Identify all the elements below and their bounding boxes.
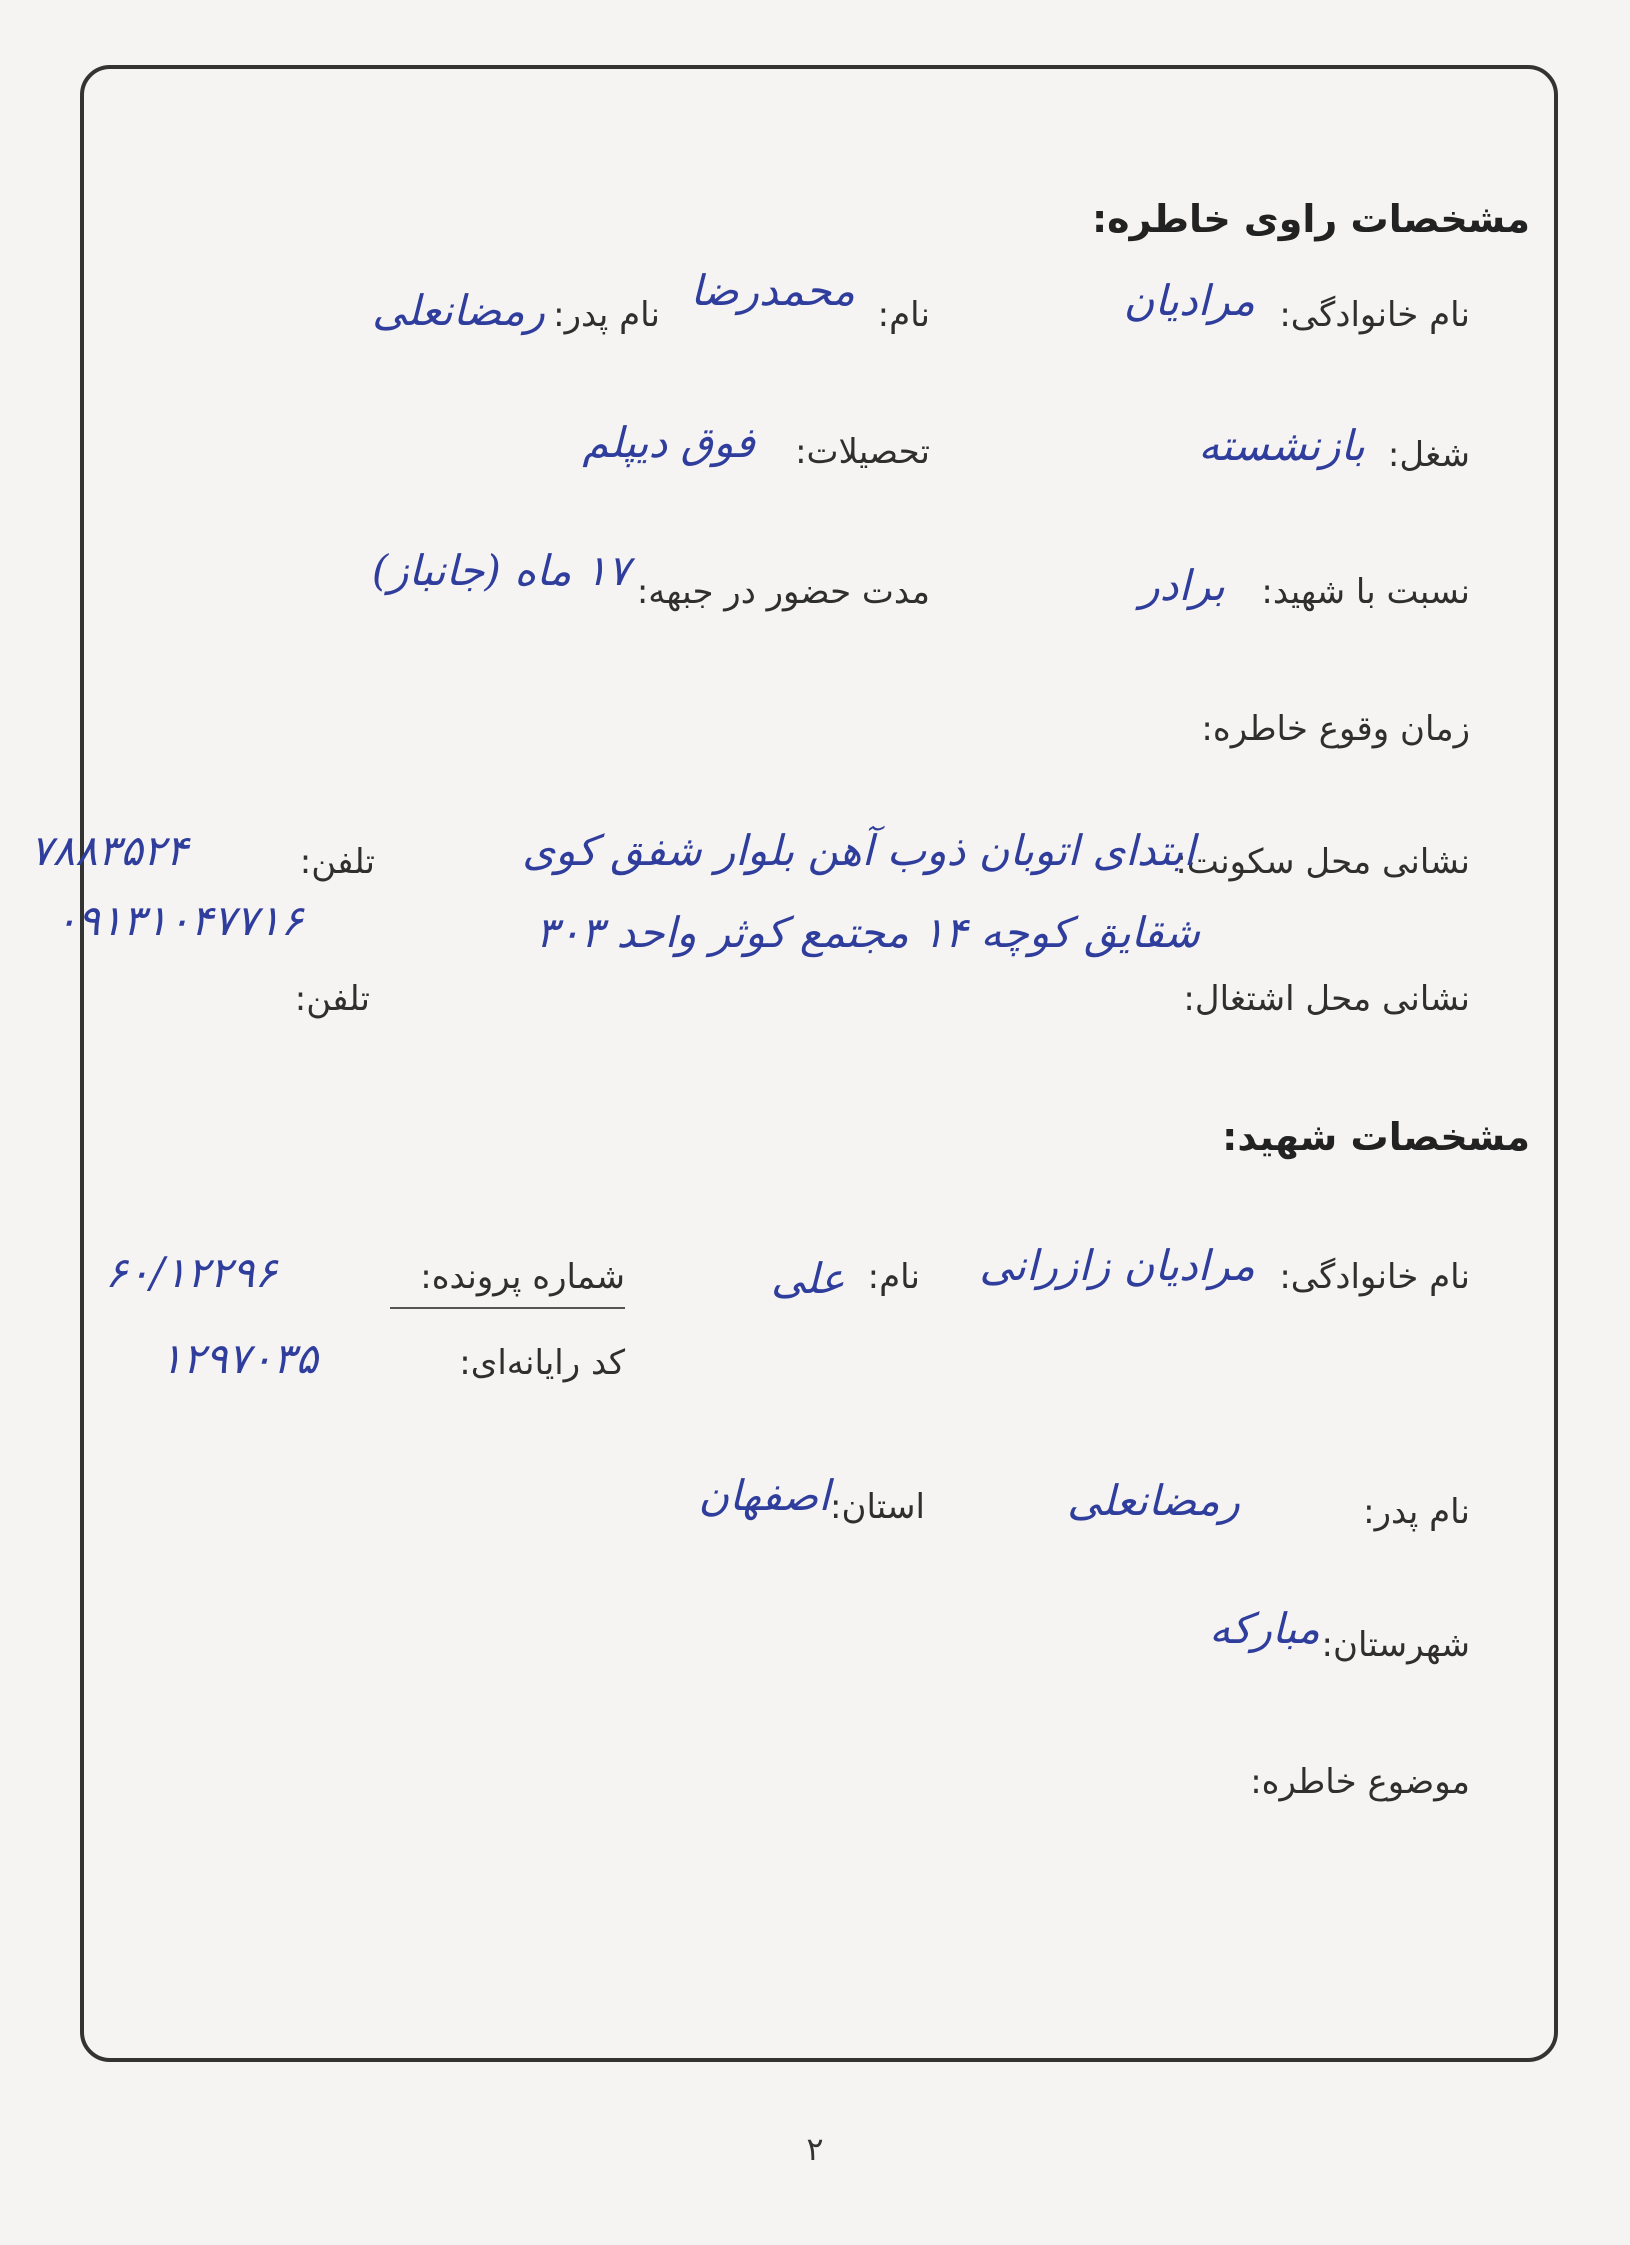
narrator-family-name-value: مرادیان — [1123, 276, 1255, 325]
martyr-file-number-value: ۶۰/۱۲۲۹۶ — [105, 1248, 278, 1297]
narrator-memory-time-label: زمان وقوع خاطره: — [1201, 709, 1470, 749]
narrator-work-phone-label: تلفن: — [294, 979, 370, 1019]
martyr-computer-code-label: کد رایانه‌ای: — [459, 1343, 625, 1383]
martyr-family-name-value: مرادیان زازرانی — [979, 1241, 1255, 1290]
martyr-memory-subject-label: موضوع خاطره: — [1250, 1762, 1470, 1802]
narrator-family-name-label: نام خانوادگی: — [1279, 295, 1470, 335]
martyr-family-name-label: نام خانوادگی: — [1279, 1257, 1470, 1297]
martyr-name-value: علی — [771, 1254, 845, 1303]
narrator-residence-label: نشانی محل سکونت: — [1175, 842, 1470, 882]
narrator-name-value: محمدرضا — [690, 266, 855, 315]
narrator-name-label: نام: — [877, 295, 930, 335]
narrator-phone-value-2: ۰۹۱۳۱۰۴۷۷۱۶ — [55, 896, 304, 945]
narrator-job-label: شغل: — [1387, 435, 1470, 475]
page-number: ۲ — [806, 2130, 824, 2168]
martyr-file-number-label: شماره پرونده: — [420, 1257, 625, 1297]
narrator-phone-value-1: ۷۸۸۳۵۲۴ — [30, 826, 188, 875]
martyr-province-label: استان: — [830, 1487, 925, 1527]
narrator-residence-value-line1: ابتدای اتوبان ذوب آهن بلوار شفق کوی — [522, 826, 1195, 875]
martyr-city-label: شهرستان: — [1321, 1625, 1470, 1665]
martyr-heading: مشخصات شهید: — [1222, 1115, 1530, 1159]
narrator-relation-label: نسبت با شهید: — [1261, 572, 1470, 612]
narrator-heading: مشخصات راوی خاطره: — [1091, 197, 1530, 241]
file-number-underline — [390, 1307, 625, 1309]
narrator-father-name-value: رمضانعلی — [372, 286, 545, 335]
martyr-city-value: مبارکه — [1209, 1604, 1320, 1653]
martyr-name-label: نام: — [867, 1257, 920, 1297]
narrator-front-duration-value: ۱۷ ماه (جانباز) — [371, 546, 630, 595]
martyr-province-value: اصفهان — [698, 1471, 830, 1520]
martyr-computer-code-value: ۱۲۹۷۰۳۵ — [160, 1334, 318, 1383]
narrator-phone-label: تلفن: — [299, 842, 375, 882]
martyr-father-name-value: رمضانعلی — [1067, 1476, 1240, 1525]
narrator-education-label: تحصیلات: — [795, 432, 930, 472]
narrator-education-value: فوق دیپلم — [582, 418, 755, 467]
narrator-relation-value: برادر — [1139, 561, 1225, 610]
narrator-residence-value-line2: شقایق کوچه ۱۴ مجتمع کوثر واحد ۳۰۳ — [535, 908, 1200, 957]
narrator-front-duration-label: مدت حضور در جبهه: — [636, 572, 930, 612]
narrator-workplace-label: نشانی محل اشتغال: — [1183, 979, 1470, 1019]
martyr-father-name-label: نام پدر: — [1363, 1492, 1470, 1532]
narrator-job-value: بازنشسته — [1198, 421, 1365, 470]
narrator-father-name-label: نام پدر: — [553, 295, 660, 335]
